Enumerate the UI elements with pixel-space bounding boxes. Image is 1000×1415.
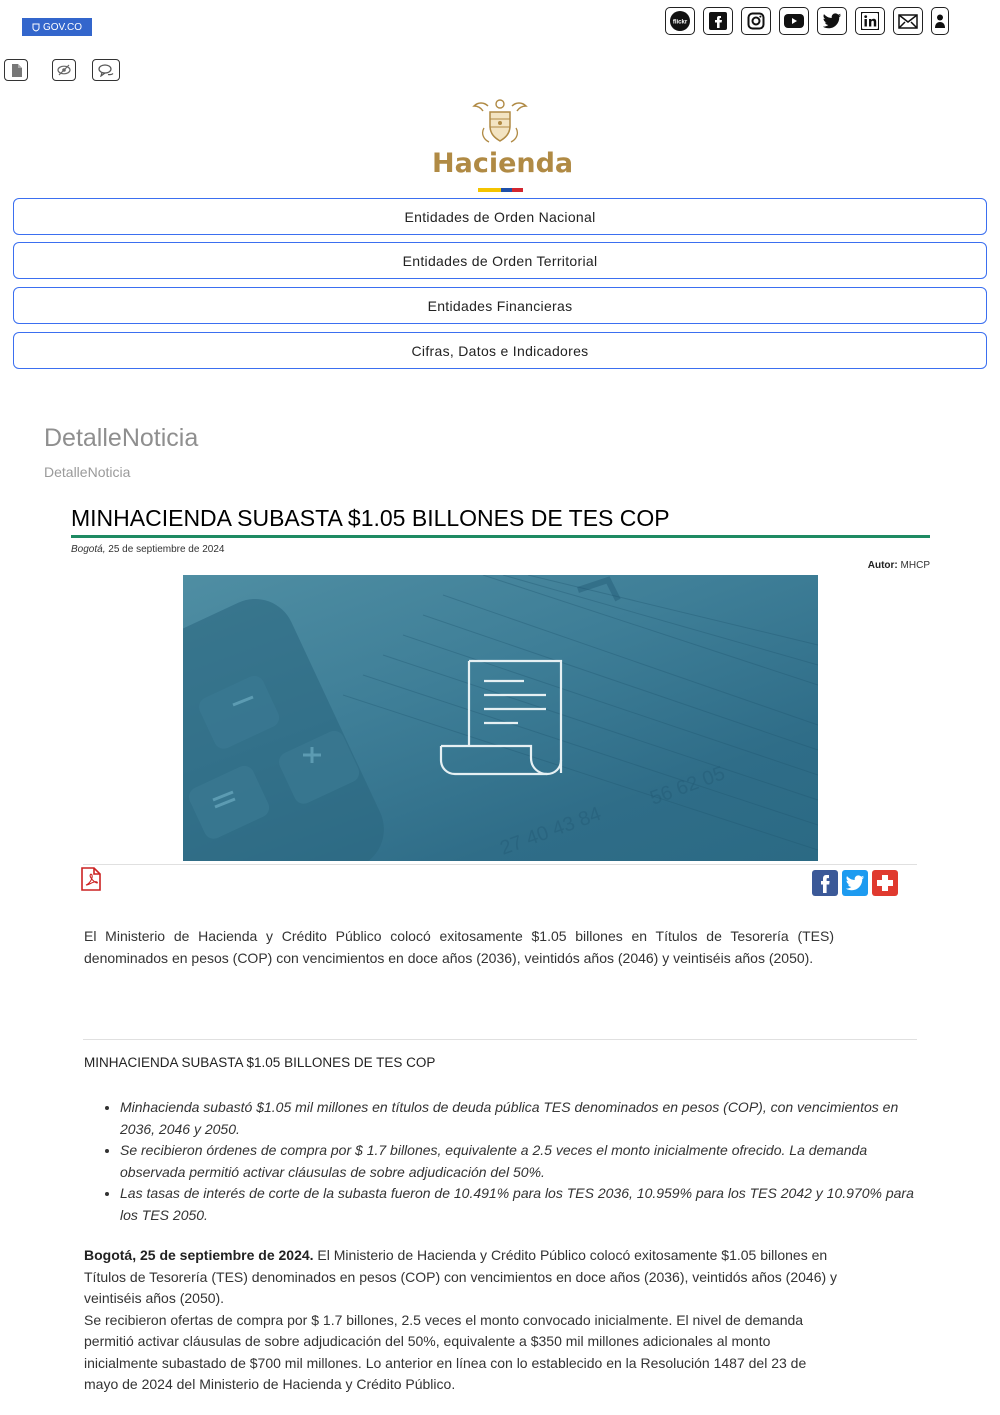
shield-icon	[32, 23, 40, 32]
image-divider	[83, 864, 917, 865]
share-more-button[interactable]	[872, 870, 898, 896]
email-link[interactable]	[893, 7, 923, 35]
gov-co-link[interactable]	[22, 18, 92, 36]
youtube-icon	[784, 13, 804, 29]
contrast-button[interactable]	[52, 59, 76, 81]
hero-illustration	[183, 575, 818, 861]
linkedin-link[interactable]	[855, 7, 885, 35]
highlight-item: • Minhacienda subastó $1.05 mil millones en títulos de deuda pública TES denominados en pesos (COP), con vencimientos en 2036, 2046 y 2050.	[120, 1097, 914, 1140]
article-hero-image	[183, 575, 818, 861]
user-icon	[935, 14, 945, 28]
linkedin-icon	[861, 12, 879, 30]
user-login-link[interactable]	[931, 7, 949, 35]
article-highlights	[84, 1097, 914, 1226]
article-body	[84, 1245, 844, 1396]
body-paragraph-1	[84, 1245, 844, 1310]
hacienda-logo[interactable]	[432, 98, 574, 194]
accessibility-tools	[4, 59, 120, 81]
article-intro: El Ministerio de Hacienda y Crédito Público colocó exitosamente $1.05 billones en Títulos de Tesorería (TES) denominados en pesos (COP) con vencimientos en doce años (2036), veintidós años (2046) y veintiséis años (2050).	[84, 928, 834, 966]
article-date: 25 de septiembre de 2024	[105, 544, 225, 555]
flickr-link[interactable]	[665, 7, 695, 35]
svg-text:56 62 05: 56 62 05	[647, 762, 728, 810]
svg-text:27 40 43 84: 27 40 43 84	[497, 802, 604, 860]
article-author	[868, 560, 930, 571]
instagram-icon	[747, 12, 765, 30]
chat-icon	[98, 64, 114, 77]
page-title: DetalleNoticia	[44, 424, 199, 452]
gov-co-label: GOV.CO	[42, 21, 83, 33]
pdf-icon	[80, 867, 102, 891]
article-subheading: MINHACIENDA SUBASTA $1.05 BILLONES DE TES COP	[84, 1055, 436, 1070]
share-buttons	[812, 870, 898, 896]
share-facebook-button[interactable]	[812, 870, 838, 896]
flag-stripe	[478, 188, 523, 192]
logo-text: Hacienda	[432, 148, 574, 179]
body-lead: Bogotá, 25 de septiembre de 2024.	[84, 1247, 314, 1263]
author-name: MHCP	[897, 560, 930, 571]
facebook-link[interactable]	[703, 7, 733, 35]
svg-text:flickr: flickr	[672, 19, 688, 26]
breadcrumb[interactable]: DetalleNoticia	[44, 464, 131, 480]
body-text-1: El Ministerio de Hacienda y Crédito Público colocó exitosamente $1.05 billones en Títulos de Tesorería (TES) denominados en pesos (COP) con vencimientos en doce años (2036), veintidós años (2046) y veintiséis años (2050).	[84, 1247, 838, 1306]
plus-icon	[875, 873, 895, 893]
headline-divider	[71, 535, 930, 538]
body-paragraph-2: Se recibieron ofertas de compra por $ 1.7 billones, 2.5 veces el monto convocado inicialmente. El nivel de demanda permitió activar cláusulas de sobre adjudicación del 50%, equivalente a $350 mil millones adicionales al monto inicialmente subastado de $700 mil millones. Lo anterior en línea con lo establecido en la Resolución 1487 del 23 de mayo de 2024 del Ministerio de Hacienda y Crédito Público.	[84, 1311, 807, 1392]
flickr-icon	[670, 11, 690, 31]
youtube-link[interactable]	[779, 7, 809, 35]
facebook-icon	[812, 870, 838, 896]
article-headline: MINHACIENDA SUBASTA $1.05 BILLONES DE TES COP	[71, 505, 670, 531]
highlight-item: • Las tasas de interés de corte de la subasta fueron de 10.491% para los TES 2036, 10.959% para los TES 2042 y 10.970% para los TES 2050.	[120, 1183, 914, 1226]
coat-of-arms-icon	[470, 98, 530, 148]
twitter-link[interactable]	[817, 7, 847, 35]
twitter-icon	[822, 13, 842, 30]
document-button[interactable]	[4, 59, 28, 81]
facebook-icon	[709, 12, 727, 30]
article-dateline	[71, 544, 224, 555]
author-label: Autor:	[867, 560, 898, 571]
document-icon	[11, 64, 22, 77]
article-place: Bogotá,	[71, 544, 106, 555]
twitter-icon	[845, 875, 865, 892]
highlight-item: • Se recibieron órdenes de compra por $ 1.7 billones, equivalente a 2.5 veces el monto inicialmente ofrecido. La demanda observada permitió activar cláusulas de sobre adjudicación del 50%.	[120, 1140, 914, 1183]
nav-entidades-financieras[interactable]: Entidades Financieras	[13, 287, 987, 324]
eye-slash-icon	[57, 63, 71, 77]
pdf-download-link[interactable]	[80, 867, 102, 896]
chat-button[interactable]	[92, 59, 120, 81]
share-twitter-button[interactable]	[842, 870, 868, 896]
nav-entidades-orden-nacional[interactable]: Entidades de Orden Nacional	[13, 198, 987, 235]
email-icon	[898, 14, 918, 29]
nav-cifras-datos-indicadores[interactable]: Cifras, Datos e Indicadores	[13, 332, 987, 369]
intro-divider	[83, 1039, 917, 1040]
social-links	[665, 7, 949, 35]
nav-entidades-orden-territorial[interactable]: Entidades de Orden Territorial	[13, 242, 987, 279]
instagram-link[interactable]	[741, 7, 771, 35]
